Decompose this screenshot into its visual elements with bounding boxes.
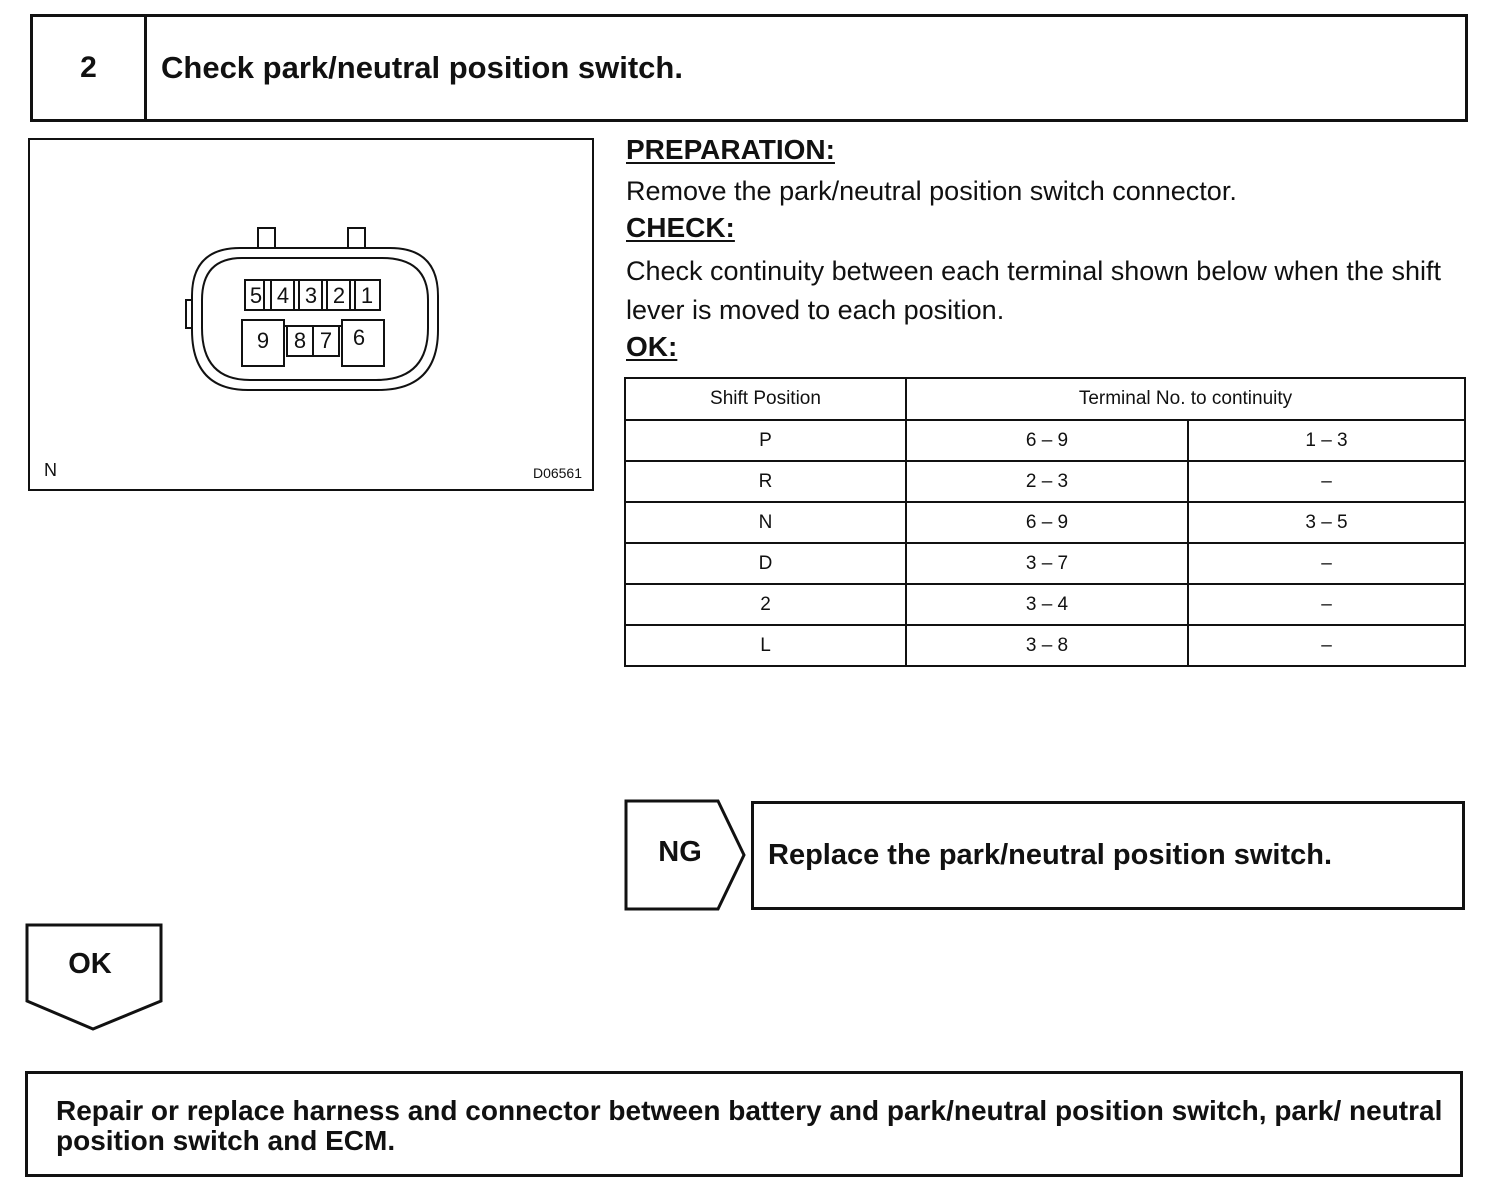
ng-action-text: Replace the park/neutral position switch. (768, 839, 1333, 871)
table-cell: 6 – 9 (906, 502, 1188, 543)
terminal-label: 2 (332, 283, 346, 308)
table-row (625, 502, 1465, 543)
terminal-label: 9 (256, 328, 270, 353)
table-cell: 2 – 3 (906, 461, 1188, 502)
connector-figure (28, 138, 594, 491)
table-cell: – (1188, 584, 1465, 625)
connector-diagram (30, 140, 592, 489)
column-header-terminal: Terminal No. to continuity (906, 378, 1465, 420)
table-cell: 3 – 8 (906, 625, 1188, 666)
table-cell: P (625, 420, 906, 461)
connector-outer-housing (192, 248, 438, 390)
table-row (625, 461, 1465, 502)
terminal-label: 4 (276, 283, 290, 308)
table-cell: 3 – 5 (1188, 502, 1465, 543)
preparation-text: Remove the park/neutral position switch connector. (626, 176, 1237, 206)
table-cell: 6 – 9 (906, 420, 1188, 461)
terminal-label: 5 (249, 283, 263, 308)
check-heading: CHECK: (626, 212, 735, 243)
final-action-text: Repair or replace harness and connector between battery and park/neutral position switch, park/ neutral position switch and ECM. (56, 1095, 1443, 1156)
column-header-shift-position: Shift Position (625, 378, 906, 420)
terminal-label: 1 (360, 283, 374, 308)
table-cell: – (1188, 543, 1465, 584)
terminal-label: 3 (304, 283, 318, 308)
connector-tab-right (348, 228, 365, 248)
table-cell: 1 – 3 (1188, 420, 1465, 461)
check-text: Check continuity between each terminal shown below when the shift lever is moved to each position. (626, 256, 1441, 325)
table-cell: R (625, 461, 906, 502)
preparation-heading: PREPARATION: (626, 134, 835, 165)
table-header-row (625, 378, 1465, 420)
table-cell: L (625, 625, 906, 666)
step-number: 2 (33, 17, 147, 119)
table-cell: – (1188, 625, 1465, 666)
table-row (625, 543, 1465, 584)
table-row (625, 420, 1465, 461)
figure-label-left: N (44, 460, 57, 480)
table-row (625, 584, 1465, 625)
table-cell: 3 – 4 (906, 584, 1188, 625)
table-cell: D (625, 543, 906, 584)
continuity-table (624, 377, 1466, 667)
ng-action-box (751, 801, 1465, 910)
ok-heading: OK: (626, 331, 678, 362)
table-cell: 2 (625, 584, 906, 625)
step-title: Check park/neutral position switch. (161, 50, 683, 85)
table-row (625, 625, 1465, 666)
table-cell: – (1188, 461, 1465, 502)
terminal-label: 8 (293, 328, 307, 353)
table-cell: 3 – 7 (906, 543, 1188, 584)
table-cell: N (625, 502, 906, 543)
figure-code: D06561 (532, 465, 582, 481)
step-header (30, 14, 1468, 122)
terminal-label: 7 (319, 328, 333, 353)
ng-label: NG (658, 836, 702, 868)
ok-label: OK (68, 948, 112, 980)
connector-tab-left (258, 228, 275, 248)
final-action-box (25, 1071, 1463, 1177)
terminal-label: 6 (352, 325, 366, 350)
